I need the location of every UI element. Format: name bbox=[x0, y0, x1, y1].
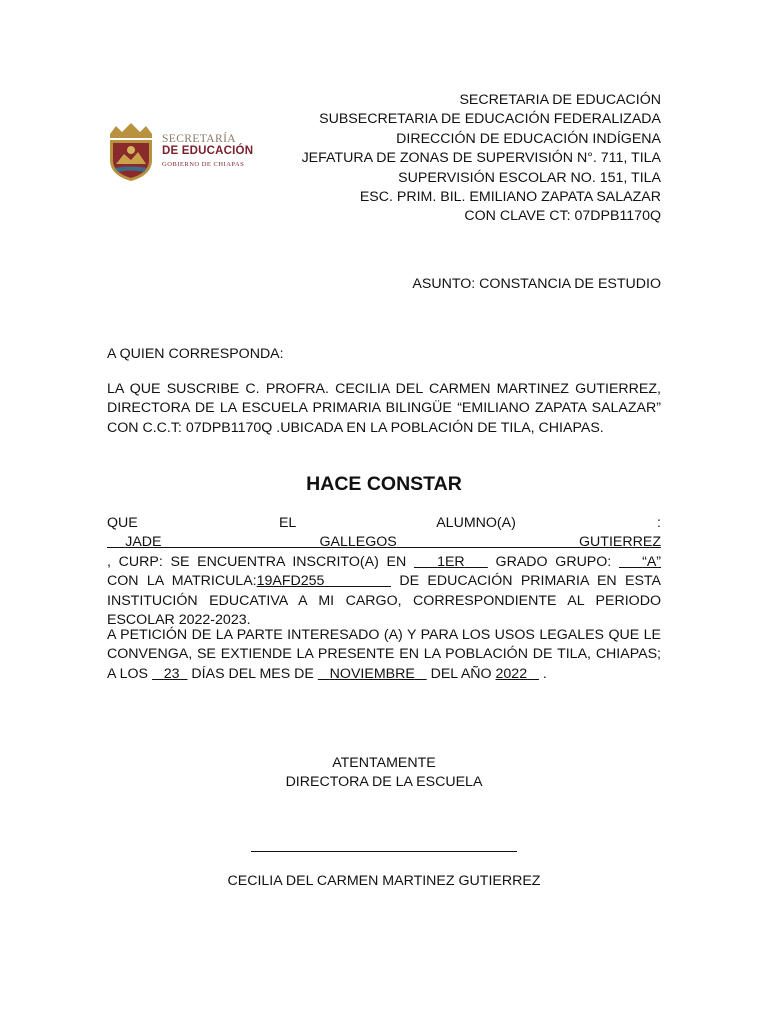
student-name-line bbox=[107, 514, 661, 553]
logo-line-secretaria: SECRETARÍA bbox=[162, 132, 236, 145]
student-paragraph bbox=[107, 514, 661, 630]
header-line: CON CLAVE CT: 07DPB1170Q bbox=[464, 208, 661, 225]
header-line: JEFATURA DE ZONAS DE SUPERVISIÓN N°. 711, TILA bbox=[301, 150, 661, 167]
matricula-value: 19AFD255 bbox=[256, 573, 325, 590]
chiapas-coat-of-arms-icon bbox=[106, 120, 156, 182]
alumno-label: QUE EL ALUMNO(A) : bbox=[107, 515, 661, 531]
letterhead bbox=[302, 91, 661, 227]
petition-paragraph bbox=[107, 626, 661, 684]
curp-text: , CURP: SE ENCUENTRA INSCRITO(A) EN bbox=[107, 553, 407, 570]
closing-block bbox=[0, 754, 768, 793]
signature-line bbox=[251, 851, 517, 852]
header-line: ESC. PRIM. BIL. EMILIANO ZAPATA SALAZAR bbox=[359, 189, 661, 206]
del-ano-text: DEL AÑO bbox=[430, 665, 492, 682]
grupo-label: GRADO GRUPO: bbox=[495, 553, 612, 570]
month-value: NOVIEMBRE bbox=[329, 665, 415, 682]
subject-line: ASUNTO: CONSTANCIA DE ESTUDIO bbox=[412, 276, 661, 292]
grade-value: 1ER bbox=[437, 553, 465, 570]
day-value: 23 bbox=[163, 665, 180, 682]
logo-line-gobierno: GOBIERNO DE CHIAPAS bbox=[162, 160, 245, 168]
header-line: SECRETARIA DE EDUCACIÓN bbox=[459, 92, 661, 108]
signature-name: CECILIA DEL CARMEN MARTINEZ GUTIERREZ bbox=[227, 873, 541, 889]
student-rest-text: DE EDUCACIÓN PRIMARIA EN ESTA INSTITUCIÓN EDUCATIVA A MI CARGO, CORRESPONDIENTE AL PERIODO ESCOLAR 2022-2023. bbox=[107, 573, 661, 629]
end-period: . bbox=[542, 665, 547, 682]
header-line: DIRECCIÓN DE EDUCACIÓN INDÍGENA bbox=[396, 130, 661, 147]
logo-line-educacion: DE EDUCACIÓN bbox=[162, 145, 254, 158]
logo-text bbox=[162, 134, 253, 169]
institution-logo bbox=[106, 120, 258, 182]
document-title: HACE CONSTAR bbox=[306, 473, 462, 495]
atentamente-text: ATENTAMENTE bbox=[332, 755, 436, 771]
header-line: SUPERVISIÓN ESCOLAR NO. 151, TILA bbox=[398, 169, 661, 186]
student-first-name: JADE GALLEGOS GUTIERREZ bbox=[125, 534, 661, 551]
year-value: 2022 bbox=[495, 665, 528, 682]
dias-text: DÍAS DEL MES DE bbox=[191, 665, 314, 682]
director-role: DIRECTORA DE LA ESCUELA bbox=[285, 774, 483, 791]
petition-text: A PETICIÓN DE LA PARTE INTERESADO (A) Y PARA LOS USOS LEGALES QUE LE CONVENGA, SE EXTIENDE LA PRESENTE EN LA POBLACIÓN DE TILA, CHIAPAS; A LOS bbox=[107, 627, 661, 682]
matricula-label: CON LA MATRICULA: bbox=[107, 573, 257, 590]
header-line: SUBSECRETARIA DE EDUCACIÓN FEDERALIZADA bbox=[319, 111, 661, 128]
intro-paragraph: LA QUE SUSCRIBE C. PROFRA. CECILIA DEL CARMEN MARTINEZ GUTIERREZ, DIRECTORA DE LA ESCUELA PRIMARIA BILINGÜE “EMILIANO ZAPATA SALAZAR” CON C.C.T: 07DPB1170Q .UBICADA EN LA POBLACIÓN DE TILA, CHIAPAS. bbox=[107, 381, 661, 436]
salutation: A QUIEN CORRESPONDA: bbox=[107, 346, 284, 362]
curp-line bbox=[107, 553, 661, 572]
group-value: “A” bbox=[642, 553, 662, 570]
